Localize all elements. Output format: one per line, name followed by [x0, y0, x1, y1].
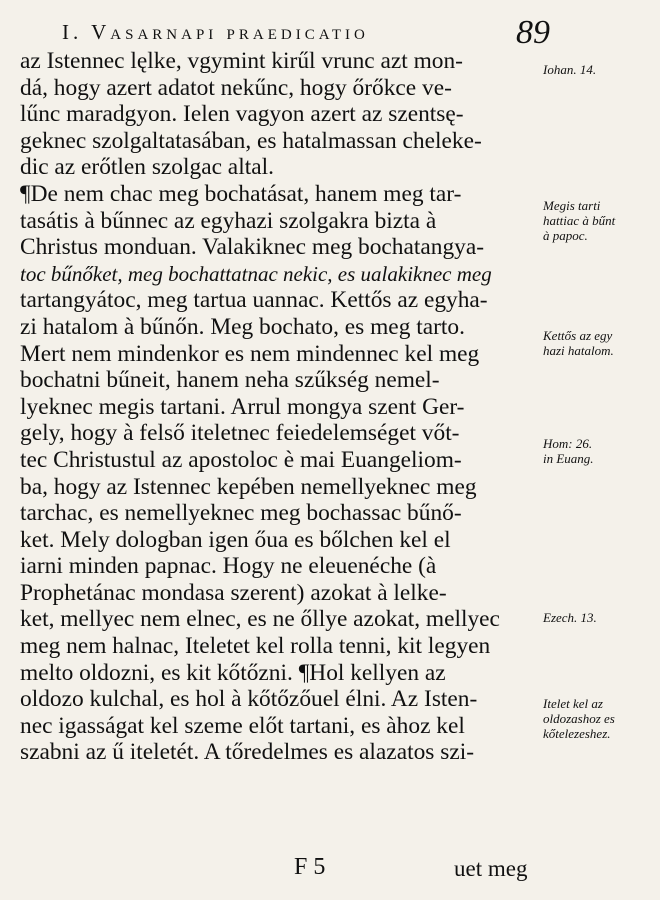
text-line: szabni az ű iteletét. A tőredelmes es alazatos szi- — [20, 739, 474, 766]
text-line: Mert nem mindenkor es nem mindennec kel meg — [20, 340, 480, 367]
margin-note — [543, 436, 655, 466]
text-line: az Istennec lęlke, vgymint kirűl vrunc azt mon- — [20, 48, 463, 74]
text-line: oldozo kulchal, es hol à kőtőzőuel élni. Az Isten- — [20, 686, 478, 713]
text-line: tartangyátoc, meg tartua uannac. Kettős az egyha- — [20, 287, 488, 314]
page-number: 89 — [516, 14, 550, 51]
text-line: lyeknec megis tartani. Arrul mongya szent Ger- — [20, 393, 465, 420]
text-line: ¶De nem chac meg bochatásat, hanem meg tar- — [20, 180, 462, 207]
text-line: lűnc maradgyon. Ielen vagyon azert az szentsę- — [20, 101, 464, 128]
text-line: dic az erőtlen szolgac altal. — [20, 154, 274, 181]
text-line: ket, mellyec nem elnec, es ne őllye azokat, mellyec — [20, 606, 500, 633]
margin-note-line: Hom: 26. — [543, 436, 593, 451]
margin-notes — [543, 0, 660, 900]
text-line: toc bűnőket, meg bochattatnac nekic, es ualakiknec meg — [20, 261, 492, 286]
running-head: I. Vasarnapi praedicatio — [62, 20, 369, 44]
margin-note-line: hazi hatalom. — [543, 343, 614, 358]
text-line: nec igasságat kel szeme előt tartani, es àhoz kel — [20, 712, 465, 739]
margin-note — [543, 610, 655, 625]
margin-note-line: in Euang. — [543, 451, 594, 466]
margin-note-line: kőtelezeshez. — [543, 726, 611, 741]
page-footer — [0, 850, 660, 890]
signature-mark: F 5 — [294, 854, 326, 880]
text-line: iarni minden papnac. Hogy ne eleuenéche (à — [20, 553, 437, 580]
text-line: meg nem halnac, Iteletet kel rolla tenni, kit legyen — [20, 633, 491, 660]
text-line: tarchac, es nemellyeknec meg bochassac bűnő- — [20, 500, 462, 527]
text-line: gely, hogy à felső iteletnec feiedelemséget vőt- — [20, 420, 460, 447]
margin-note-line: oldozashoz es — [543, 711, 615, 726]
text-line: dá, hogy azert adatot nekűnc, hogy őrőkce ve- — [20, 74, 452, 101]
text-line: bochatni bűneit, hanem neha szűkség nemel- — [20, 367, 440, 394]
body-text — [20, 48, 542, 766]
margin-note-line: Kettős az egy — [543, 328, 613, 343]
text-line: geknec szolgaltatasában, es hatalmassan cheleke- — [20, 127, 482, 154]
margin-note — [543, 198, 655, 243]
text-line: tec Christustul az apostoloc è mai Euangeliom- — [20, 446, 462, 473]
text-line: ket. Mely dologban igen őua es bőlchen kel el — [20, 526, 451, 553]
text-line: Prophetánac mondasa szerent) azokat à lelke- — [20, 579, 447, 606]
margin-note — [543, 696, 655, 741]
text-line: tasátis à bűnnec az egyhazi szolgakra bizta à — [20, 207, 437, 234]
margin-note-line: Iohan. 14. — [543, 62, 597, 77]
margin-note-line: à papoc. — [543, 228, 588, 243]
catchword: uet meg — [454, 856, 528, 881]
text-line: melto oldozni, es kit kőtőzni. ¶Hol kellyen az — [20, 659, 446, 686]
margin-note-line: Itelet kel az — [543, 696, 603, 711]
margin-note-line: Ezech. 13. — [543, 610, 597, 625]
text-line: Christus monduan. Valakiknec meg bochatangya- — [20, 234, 485, 261]
margin-note-line: hattiac à bűnt — [543, 213, 616, 228]
text-line: ba, hogy az Istennec kepében nemellyeknec meg — [20, 473, 477, 500]
margin-note — [543, 328, 655, 358]
text-line: zi hatalom à bűnőn. Meg bochato, es meg tarto. — [20, 313, 465, 340]
margin-note — [543, 62, 655, 77]
margin-note-line: Megis tarti — [543, 198, 601, 213]
